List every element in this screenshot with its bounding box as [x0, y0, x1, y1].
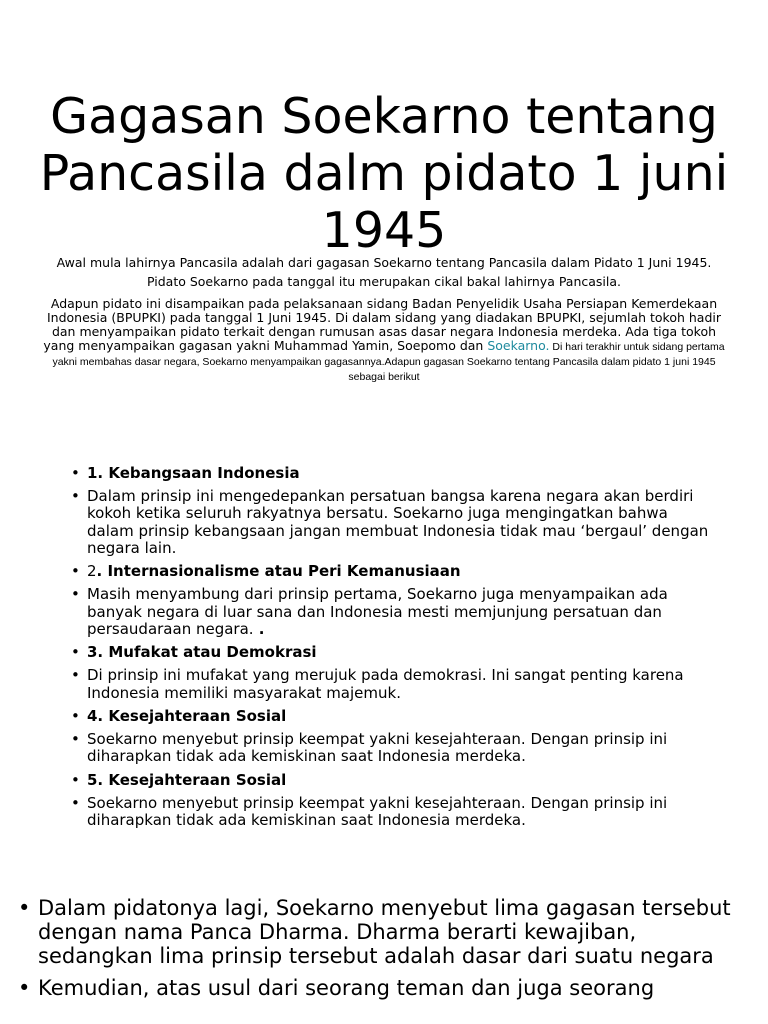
- bullet: •: [71, 793, 80, 812]
- bullet: •: [71, 562, 80, 581]
- principle-heading-text: 4. Kesejahteraan Sosial: [87, 706, 287, 725]
- principle-heading-1: [70, 465, 710, 482]
- slide-title: Gagasan Soekarno tentang Pancasila dalm pidato 1 juni 1945: [39, 88, 729, 259]
- intro-paragraph-3-small: Di hari terakhir untuk sidang pertama yakni membahas dasar negara, Soekarno menyampaikan gagasannya.Adapun gagasan Soekarno tentang Pancasila dalam pidato 1 juni 1945 sebagai berikut: [52, 341, 725, 383]
- principle-number: 2: [87, 562, 97, 581]
- bullet: •: [71, 487, 80, 506]
- principle-description-3: [70, 667, 710, 702]
- bullet: •: [71, 643, 80, 662]
- intro-paragraph-1: Awal mula lahirnya Pancasila adalah dari gagasan Soekarno tentang Pancasila dalam Pidato 1 Juni 1945.: [56, 255, 712, 270]
- principle-heading-text: . Internasionalisme atau Peri Kemanusiaan: [96, 562, 461, 581]
- closing-list: [18, 896, 738, 1008]
- bullet: •: [71, 666, 80, 685]
- principle-description-5: [70, 795, 710, 830]
- principle-description-2: [70, 586, 710, 638]
- soekarno-link[interactable]: Soekarno.: [487, 338, 550, 353]
- bullet: •: [18, 896, 31, 920]
- bullet: •: [71, 730, 80, 749]
- principle-description-4: [70, 731, 710, 766]
- bullet: •: [71, 464, 80, 482]
- principle-heading-text: 3. Mufakat atau Demokrasi: [87, 643, 317, 662]
- bullet: •: [71, 770, 80, 789]
- principle-description-1: [70, 488, 710, 557]
- principle-heading-3: [70, 644, 710, 661]
- principle-description-text: Soekarno menyebut prinsip keempat yakni kesejahteraan. Dengan prinsip ini diharapkan tidak ada kemiskinan saat Indonesia merdeka.: [87, 730, 668, 766]
- principle-heading-4: [70, 708, 710, 725]
- principle-heading-2: [70, 563, 710, 580]
- intro-paragraph-3-text: Adapun pidato ini disampaikan pada pelaksanaan sidang Badan Penyelidik Usaha Persiapan Kemerdekaan Indonesia (BPUPKI) pada tanggal 1 Juni 1945. Di dalam sidang yang diadakan BPUPKI, sejumlah tokoh hadir dan menyampaikan pidato terkait dengan rumusan asas dasar negara Indonesia merdeka. Ada tiga tokoh yang menyampaikan gagasan yakni Muhammad Yamin, Soepomo dan: [43, 296, 722, 353]
- closing-item-text: Kemudian, atas usul dari seorang teman dan juga seorang: [38, 976, 655, 1000]
- intro-paragraph-3: [40, 297, 728, 384]
- principle-description-text: Soekarno menyebut prinsip keempat yakni kesejahteraan. Dengan prinsip ini diharapkan tidak ada kemiskinan saat Indonesia merdeka.: [87, 793, 668, 830]
- closing-item-1: [18, 896, 738, 968]
- bullet: •: [18, 976, 31, 1000]
- principles-list: [70, 465, 710, 835]
- intro-text: [40, 253, 728, 384]
- principle-heading-text: 1. Kebangsaan Indonesia: [87, 464, 300, 482]
- intro-paragraph-2: Pidato Soekarno pada tanggal itu merupakan cikal bakal lahirnya Pancasila.: [146, 274, 622, 289]
- principle-heading-text: 5. Kesejahteraan Sosial: [87, 770, 287, 789]
- bullet: •: [71, 706, 80, 725]
- trailing-mark: .: [253, 620, 265, 639]
- principle-description-text: Masih menyambung dari prinsip pertama, Soekarno juga menyampaikan ada banyak negara di luar sana dan Indonesia mesti memjunjung persatuan dan persaudaraan negara.: [87, 585, 668, 639]
- principle-description-text: Dalam prinsip ini mengedepankan persatuan bangsa karena negara akan berdiri kokoh ketika seluruh rakyatnya bersatu. Soekarno juga mengingatkan bahwa dalam prinsip kebangsaan jangan membuat Indonesia tidak mau ‘bergaul’ dengan negara lain.: [87, 487, 709, 558]
- principle-heading-5: [70, 772, 710, 789]
- closing-item-text: Dalam pidatonya lagi, Soekarno menyebut lima gagasan tersebut dengan nama Panca Dharma. Dharma berarti kewajiban, sedangkan lima prinsip tersebut adalah dasar dari suatu negara: [38, 896, 731, 968]
- closing-item-2: [18, 976, 738, 1000]
- principle-description-text: Di prinsip ini mufakat yang merujuk pada demokrasi. Ini sangat penting karena Indonesia memiliki masyarakat majemuk.: [87, 666, 684, 702]
- bullet: •: [71, 585, 80, 604]
